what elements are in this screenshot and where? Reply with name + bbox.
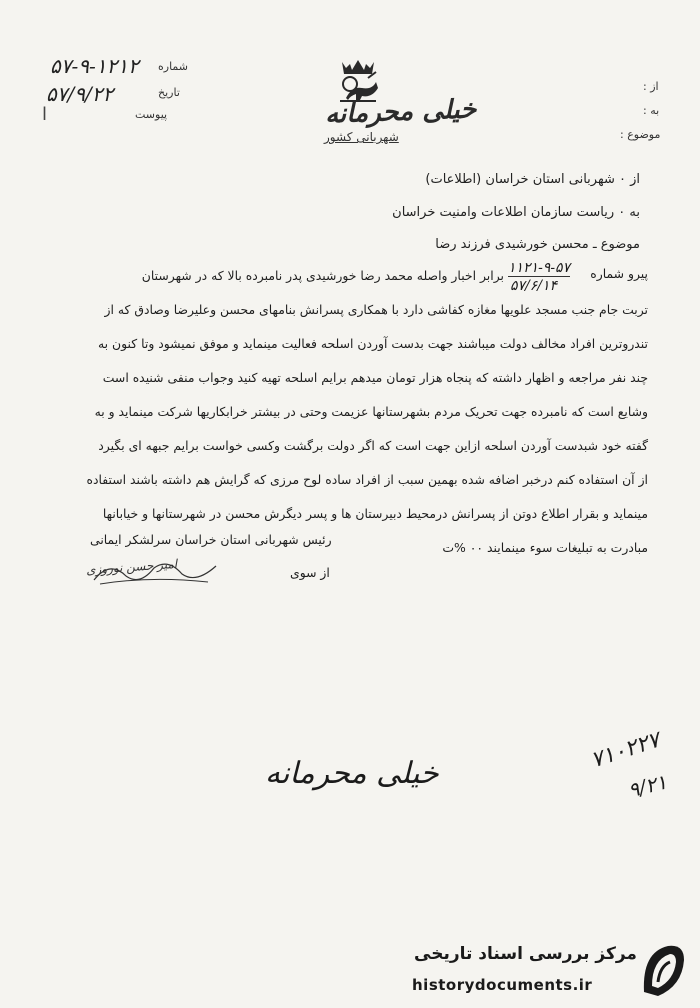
body-line-2: تربت جام جنب مسجد علویها مغازه کفاشی دارد با همکاری پسرانش بنامهای محسن وعلیرضا وصادق که از — [104, 302, 648, 317]
on-behalf-label: از سوی — [290, 565, 330, 580]
reference-number-top: ۱۱۲۱-۹-۵۷ — [508, 260, 571, 276]
letter-number-label: شماره — [158, 60, 189, 73]
body-line-7: از آن استفاده کنم درخبر اضافه شده بهمین سبب از افراد ساده لوح مرزی که گرایش هم داشته باشند استفاده — [86, 472, 648, 487]
organization-name: شهربانی کشور — [324, 130, 399, 144]
archive-logo-icon — [638, 942, 688, 1000]
body-line-8: مینماید و بقرار اطلاع دوتن از پسرانش درمحیط دبیرستان ها و پسر دیگرش محسن در شهرستانها و خیابانها — [102, 506, 648, 521]
attachment-label: پیوست — [135, 108, 168, 121]
body-line-9: مبادرت به تبلیغات سوء مینمایند ۰۰ %ت — [442, 540, 648, 555]
margin-mark: ا — [42, 104, 48, 125]
letter-number-value: ۵۷-۹-۱۲۱۲ — [50, 54, 139, 78]
classification-stamp-bottom: خیلی محرمانه — [265, 756, 439, 791]
to-line: به ۰ ریاست سازمان اطلاعات وامنیت خراسان — [392, 205, 640, 220]
lion-and-sun-emblem-icon — [332, 58, 384, 102]
reference-number-bottom: ۵۷/۶/۱۴ — [510, 278, 558, 294]
archive-watermark — [400, 938, 690, 1004]
reference-label: پیرو شماره — [590, 266, 648, 281]
watermark-url: historydocuments.ir — [412, 976, 593, 994]
from-line: از ۰ شهربانی استان خراسان (اطلاعات) — [425, 172, 640, 187]
signature-title: رئیس شهربانی استان خراسان سرلشکر ایمانی — [90, 532, 332, 547]
subject-field-label: موضوع : — [620, 128, 661, 141]
from-field-label: از : — [643, 80, 659, 93]
letter-date-label: تاریخ — [158, 86, 180, 99]
body-line-5: وشایع است که نامبرده جهت تحریک مردم بشهرستانها عزیمت وحتی در بیشتر خرابکاریها شرکت مینماید و به — [94, 404, 648, 419]
body-line-3: تندروترین افراد مخالف دولت میباشند جهت بدست آوردن اسلحه فعالیت مینماید و موفق نمیشود وتا کنون به — [97, 336, 648, 351]
body-line-4: چند نفر مراجعه و اظهار داشته که پنجاه هزار تومان میدهم برایم اسلحه تهیه کنید وجواب منفی شنیده است — [102, 370, 648, 385]
classification-stamp-top: خیلی محرمانه — [324, 94, 477, 130]
signature-scribble-icon — [90, 556, 220, 588]
signature-name: امیر حسن نوروزی — [85, 556, 178, 578]
body-line-6: گفته خود شبدست آوردن اسلحه ازاین جهت است که اگر دولت برگشت وکسی خواست برایم جبهه ای بگیرد — [98, 438, 648, 453]
handwritten-note-bottom: ۹/۲۱ — [625, 769, 670, 803]
letter-date-value: ۵۷/۹/۲۲ — [46, 82, 114, 106]
body-line-1: برابر اخبار واصله محمد رضا خورشیدی پدر نامبرده بالا که در شهرستان — [141, 268, 504, 283]
subject-line: موضوع ـ محسن خورشیدی فرزند رضا — [435, 237, 640, 252]
to-field-label: به : — [643, 104, 660, 117]
handwritten-note-top: ۷۱۰۲۲۷ — [587, 727, 664, 774]
watermark-title: مرکز بررسی اسناد تاریخی — [414, 944, 637, 964]
